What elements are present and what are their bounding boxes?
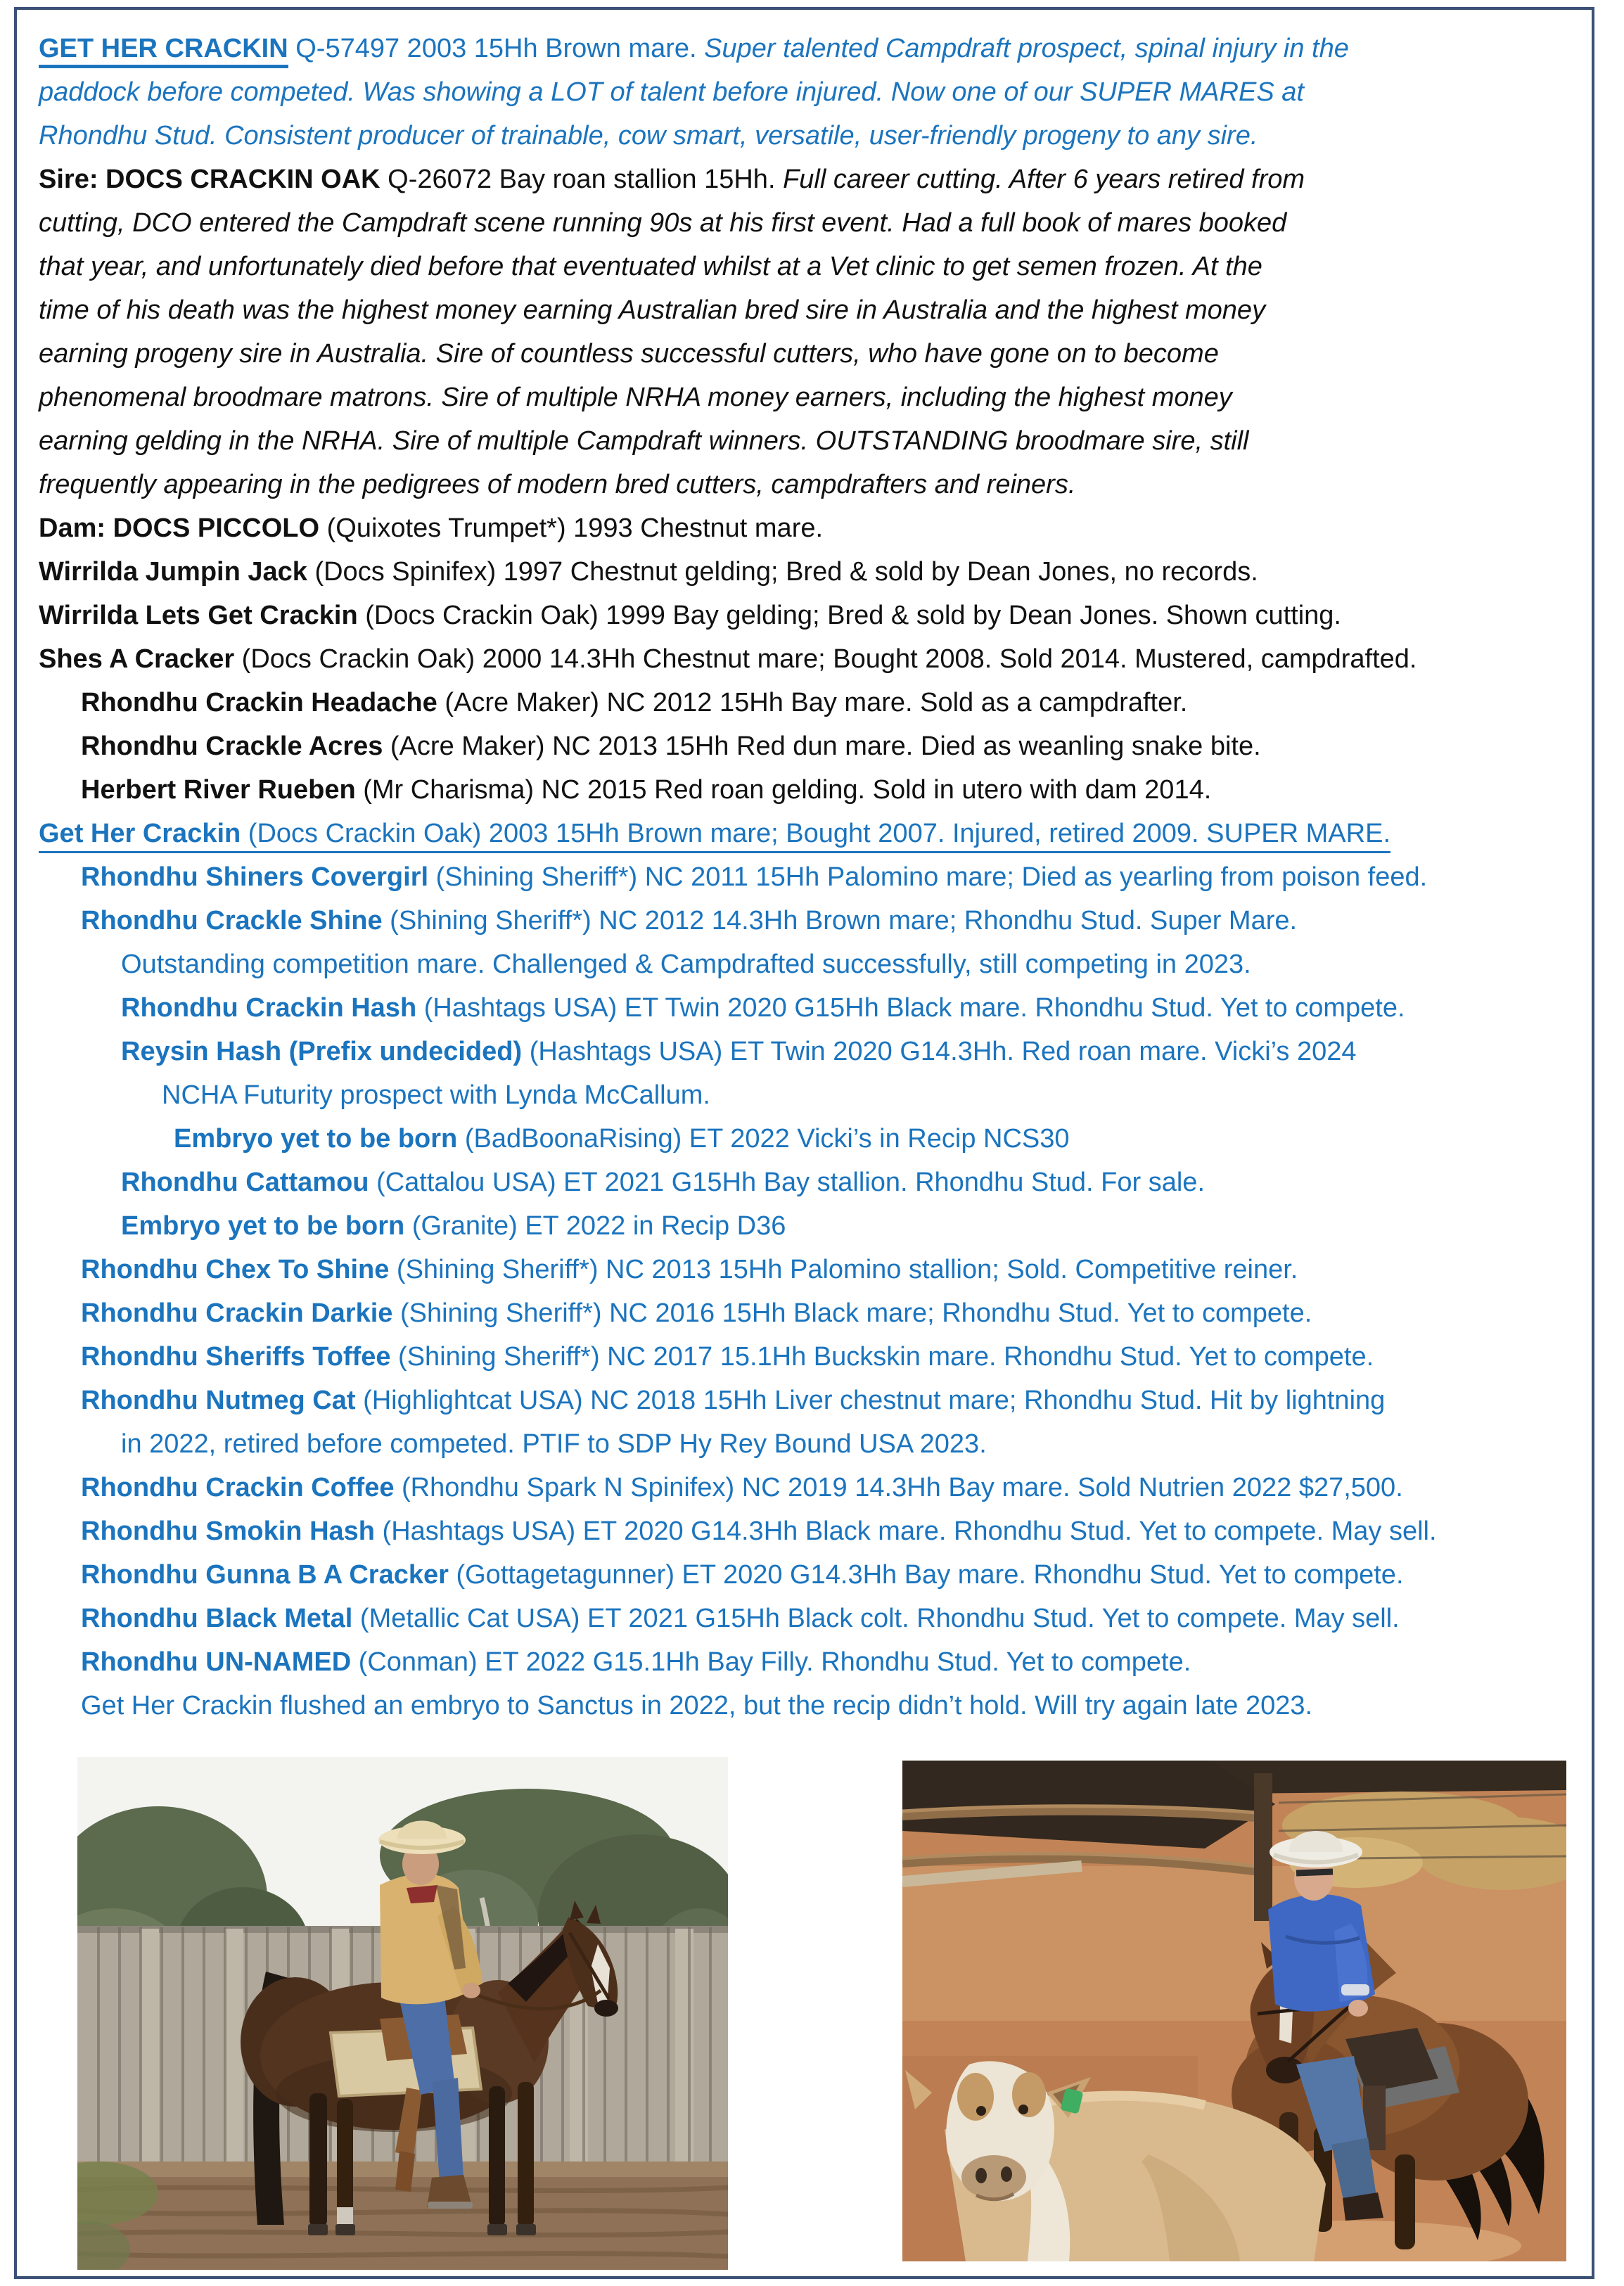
text-segment: Rhondhu Gunna B A Cracker: [81, 1560, 449, 1590]
text-segment: Rhondhu Cattamou: [121, 1168, 369, 1197]
text-segment: (Shining Sheriff*) NC 2012 14.3Hh Brown mare; Rhondhu Stud. Super Mare.: [382, 906, 1298, 936]
text-segment: Herbert River Rueben: [81, 775, 356, 805]
text-segment: in 2022, retired before competed. PTIF to SDP Hy Rey Bound USA 2023.: [121, 1429, 987, 1459]
text-segment: (Docs Crackin Oak) 1999 Bay gelding; Bred & sold by Dean Jones. Shown cutting.: [357, 601, 1341, 630]
text-line: [0, 1379, 1624, 1422]
text-line-inner: [39, 601, 1341, 630]
text-line: [0, 288, 1624, 332]
text-line-inner: [81, 1473, 1403, 1502]
text-segment: (Metallic Cat USA) ET 2021 G15Hh Black colt. Rhondhu Stud. Yet to compete. May sell.: [352, 1604, 1400, 1633]
text-segment: (Docs Spinifex) 1997 Chestnut gelding; Bred & sold by Dean Jones, no records.: [307, 557, 1258, 587]
text-line-inner: [121, 1037, 1357, 1066]
pedigree-text: [0, 27, 1624, 1728]
text-line-inner: [81, 1560, 1404, 1590]
text-segment: Wirrilda Lets Get Crackin: [39, 601, 358, 630]
text-line-inner: [81, 1516, 1437, 1546]
text-segment: Embryo yet to be born: [174, 1124, 458, 1154]
text-segment: Outstanding competition mare. Challenged & Campdrafted successfully, still competing in 2023.: [121, 950, 1251, 979]
text-segment: Get Her Crackin: [39, 819, 241, 848]
text-segment: (Quixotes Trumpet*) 1993 Chestnut mare.: [319, 513, 824, 543]
text-segment: frequently appearing in the pedigrees of modern bred cutters, campdrafters and reiners.: [39, 470, 1076, 499]
text-line: [0, 1161, 1624, 1204]
text-line: [0, 812, 1624, 855]
text-segment: Full career cutting. After 6 years retired from: [783, 165, 1305, 194]
text-line: [0, 637, 1624, 681]
text-line: [0, 681, 1624, 724]
text-line-inner: [121, 1429, 987, 1459]
text-line-inner: [81, 1298, 1312, 1328]
text-segment: paddock before competed. Was showing a LOT of talent before injured. Now one of our SUPER MARES at: [39, 77, 1304, 107]
text-segment: Rhondhu Crackin Darkie: [81, 1298, 393, 1328]
text-line-inner: [39, 426, 1248, 456]
text-segment: (Rhondhu Spark N Spinifex) NC 2019 14.3Hh Bay mare. Sold Nutrien 2022 $27,500.: [394, 1473, 1403, 1502]
text-line-inner: [121, 1211, 786, 1241]
text-line: [0, 724, 1624, 768]
text-line: [0, 1117, 1624, 1161]
text-line-inner: [121, 1168, 1205, 1197]
text-line-inner: [81, 732, 1261, 761]
text-line-inner: [174, 1124, 1070, 1154]
text-segment: (Shining Sheriff*) NC 2011 15Hh Palomino mare; Died as yearling from poison feed.: [428, 862, 1428, 892]
photo-campdrafting: [902, 1761, 1566, 2261]
text-line: [0, 1422, 1624, 1466]
text-segment: (Highlightcat USA) NC 2018 15Hh Liver chestnut mare; Rhondhu Stud. Hit by lightning: [355, 1386, 1386, 1415]
text-line: [0, 1684, 1624, 1728]
text-line-inner: [39, 557, 1258, 587]
text-segment: earning progeny sire in Australia. Sire of countless successful cutters, who have gone on to become: [39, 339, 1219, 369]
text-line: [0, 376, 1624, 419]
text-line: [0, 1073, 1624, 1117]
text-line: [0, 1466, 1624, 1509]
text-line-inner: [81, 1255, 1298, 1284]
text-line-inner: [39, 383, 1232, 412]
text-line-inner: [39, 208, 1286, 238]
text-line-inner: [81, 1604, 1400, 1633]
text-segment: Rhondhu Crackin Coffee: [81, 1473, 395, 1502]
text-line-inner: [39, 295, 1265, 325]
text-segment: Shes A Cracker: [39, 644, 235, 674]
text-segment: (BadBoonaRising) ET 2022 Vicki’s in Recip NCS30: [457, 1124, 1070, 1154]
text-line-inner: [81, 1386, 1385, 1415]
text-line: [0, 1248, 1624, 1291]
text-segment: Rhondhu Crackin Headache: [81, 688, 437, 717]
text-line: [0, 419, 1624, 463]
text-segment: (Mr Charisma) NC 2015 Red roan gelding. Sold in utero with dam 2014.: [355, 775, 1212, 805]
text-line-inner: [39, 819, 1390, 853]
text-line-inner: [162, 1080, 710, 1110]
text-segment: (Shining Sheriff*) NC 2013 15Hh Palomino stallion; Sold. Competitive reiner.: [389, 1255, 1298, 1284]
text-segment: (Acre Maker) NC 2012 15Hh Bay mare. Sold as a campdrafter.: [437, 688, 1188, 717]
text-line-inner: [81, 688, 1187, 717]
text-segment: Rhondhu UN-NAMED: [81, 1647, 352, 1677]
text-segment: Rhondhu Shiners Covergirl: [81, 862, 429, 892]
text-line: [0, 550, 1624, 594]
text-segment: Rhondhu Crackle Acres: [81, 732, 383, 761]
text-line: [0, 332, 1624, 376]
text-line: [0, 943, 1624, 986]
text-line-inner: [81, 1647, 1191, 1677]
text-line: [0, 1291, 1624, 1335]
text-line-inner: [121, 993, 1405, 1023]
text-segment: (Hashtags USA) ET 2020 G14.3Hh Black mare. Rhondhu Stud. Yet to compete. May sell.: [375, 1516, 1437, 1546]
text-line: [0, 768, 1624, 812]
photo-standing-horse: [77, 1757, 728, 2270]
text-segment: NCHA Futurity prospect with Lynda McCallum.: [162, 1080, 710, 1110]
text-segment: Reysin Hash (Prefix undecided): [121, 1037, 523, 1066]
text-line-inner: [39, 121, 1258, 151]
text-line: [0, 1597, 1624, 1640]
text-segment: Rhondhu Chex To Shine: [81, 1255, 390, 1284]
text-line-inner: [39, 77, 1304, 107]
text-segment: Rhondhu Smokin Hash: [81, 1516, 375, 1546]
photo-standing-horse-image: [77, 1757, 728, 2270]
text-line: [0, 27, 1624, 70]
text-line-inner: [39, 513, 823, 543]
text-line-inner: [39, 644, 1417, 674]
text-line: [0, 1509, 1624, 1553]
text-line: [0, 1553, 1624, 1597]
text-segment: (Docs Crackin Oak) 2003 15Hh Brown mare; Bought 2007. Injured, retired 2009. SUPER MARE.: [241, 819, 1390, 848]
text-segment: Q-57497 2003 15Hh Brown mare.: [288, 34, 705, 63]
text-line-inner: [39, 165, 1305, 194]
text-line-inner: [39, 252, 1262, 281]
text-segment: Rhondhu Crackin Hash: [121, 993, 417, 1023]
text-segment: (Gottagetagunner) ET 2020 G14.3Hh Bay mare. Rhondhu Stud. Yet to compete.: [448, 1560, 1404, 1590]
text-line-inner: [39, 339, 1219, 369]
text-segment: Rhondhu Black Metal: [81, 1604, 353, 1633]
text-line-inner: [81, 775, 1211, 805]
text-segment: Dam: DOCS PICCOLO: [39, 513, 320, 543]
text-line: [0, 986, 1624, 1030]
text-line: [0, 158, 1624, 201]
text-segment: Embryo yet to be born: [121, 1211, 405, 1241]
text-line: [0, 594, 1624, 637]
text-line: [0, 899, 1624, 943]
text-segment: Get Her Crackin flushed an embryo to Sanctus in 2022, but the recip didn’t hold. Will try again late 2023.: [81, 1691, 1313, 1720]
text-segment: cutting, DCO entered the Campdraft scene running 90s at his first event. Had a full book of mares booked: [39, 208, 1287, 238]
text-segment: Rhondhu Sheriffs Toffee: [81, 1342, 391, 1372]
text-segment: (Shining Sheriff*) NC 2016 15Hh Black mare; Rhondhu Stud. Yet to compete.: [392, 1298, 1312, 1328]
text-segment: Rhondhu Crackle Shine: [81, 906, 383, 936]
text-line: [0, 1640, 1624, 1684]
text-segment: Sire: DOCS CRACKIN OAK: [39, 165, 381, 194]
text-segment: Wirrilda Jumpin Jack: [39, 557, 307, 587]
text-line-inner: [39, 470, 1075, 499]
text-segment: Q-26072 Bay roan stallion 15Hh.: [380, 165, 784, 194]
text-line: [0, 1204, 1624, 1248]
text-segment: (Hashtags USA) ET Twin 2020 G15Hh Black mare. Rhondhu Stud. Yet to compete.: [416, 993, 1405, 1023]
text-segment: Super talented Campdraft prospect, spinal injury in the: [704, 34, 1349, 63]
text-line-inner: [81, 1342, 1374, 1372]
text-line: [0, 201, 1624, 245]
text-segment: (Hashtags USA) ET Twin 2020 G14.3Hh. Red roan mare. Vicki’s 2024: [522, 1037, 1357, 1066]
text-segment: (Granite) ET 2022 in Recip D36: [404, 1211, 786, 1241]
text-segment: (Docs Crackin Oak) 2000 14.3Hh Chestnut mare; Bought 2008. Sold 2014. Mustered, campdrafted.: [234, 644, 1417, 674]
text-line: [0, 1335, 1624, 1379]
photo-campdrafting-image: [902, 1761, 1566, 2261]
text-line-inner: [81, 862, 1427, 892]
text-line: [0, 855, 1624, 899]
text-segment: (Cattalou USA) ET 2021 G15Hh Bay stallion. Rhondhu Stud. For sale.: [369, 1168, 1205, 1197]
text-line: [0, 506, 1624, 550]
text-line-inner: [39, 34, 1349, 68]
text-segment: time of his death was the highest money earning Australian bred sire in Australia and the highest money: [39, 295, 1266, 325]
text-segment: Rhondhu Nutmeg Cat: [81, 1386, 356, 1415]
text-segment: (Acre Maker) NC 2013 15Hh Red dun mare. Died as weanling snake bite.: [383, 732, 1261, 761]
text-line: [0, 463, 1624, 506]
text-segment: phenomenal broodmare matrons. Sire of multiple NRHA money earners, including the highest money: [39, 383, 1232, 412]
text-line-inner: [81, 1691, 1312, 1720]
text-line-inner: [81, 906, 1297, 936]
text-segment: earning gelding in the NRHA. Sire of multiple Campdraft winners. OUTSTANDING broodmare sire, still: [39, 426, 1249, 456]
text-segment: (Shining Sheriff*) NC 2017 15.1Hh Buckskin mare. Rhondhu Stud. Yet to compete.: [390, 1342, 1374, 1372]
text-segment: (Conman) ET 2022 G15.1Hh Bay Filly. Rhondhu Stud. Yet to compete.: [351, 1647, 1191, 1677]
text-line: [0, 1030, 1624, 1073]
text-line-inner: [121, 950, 1251, 979]
text-line: [0, 70, 1624, 114]
text-segment: that year, and unfortunately died before that eventuated whilst at a Vet clinic to get semen frozen. At the: [39, 252, 1262, 281]
text-line: [0, 245, 1624, 288]
text-line: [0, 114, 1624, 158]
text-segment: GET HER CRACKIN: [39, 34, 288, 68]
text-segment: Rhondhu Stud. Consistent producer of trainable, cow smart, versatile, user-friendly progeny to any sire.: [39, 121, 1258, 151]
